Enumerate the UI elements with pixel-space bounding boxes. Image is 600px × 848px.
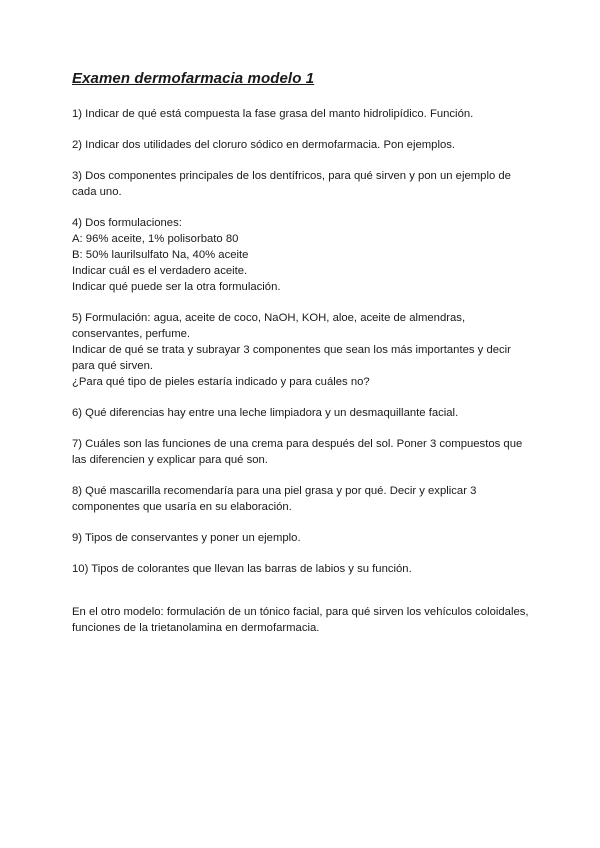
question-10	[72, 561, 532, 577]
question-line: 2) Indicar dos utilidades del cloruro sódico en dermofarmacia. Pon ejemplos.	[72, 139, 456, 151]
question-9	[72, 530, 532, 546]
question-line: Indicar qué puede ser la otra formulación.	[72, 281, 281, 293]
document-title: Examen dermofarmacia modelo 1	[72, 70, 315, 87]
question-line: las diferencien y explicar para qué son.	[72, 454, 268, 466]
question-line: 3) Dos componentes principales de los dentífricos, para qué sirven y pon un ejemplo de	[72, 170, 511, 182]
question-line: cada uno.	[72, 186, 122, 198]
question-line: 10) Tipos de colorantes que llevan las barras de labios y su función.	[72, 563, 412, 575]
note-line: funciones de la trietanolamina en dermofarmacia.	[72, 622, 320, 634]
question-line: 8) Qué mascarilla recomendaría para una piel grasa y por qué. Decir y explicar 3	[72, 485, 477, 497]
question-line: 9) Tipos de conservantes y poner un ejemplo.	[72, 532, 301, 544]
question-6	[72, 405, 532, 421]
question-line: Indicar de qué se trata y subrayar 3 componentes que sean los más importantes y decir	[72, 344, 511, 356]
question-5	[72, 310, 532, 390]
other-model-note	[72, 604, 532, 636]
question-2	[72, 137, 532, 153]
question-4	[72, 215, 532, 295]
question-3	[72, 168, 532, 200]
document-body	[72, 106, 532, 651]
question-line: 6) Qué diferencias hay entre una leche limpiadora y un desmaquillante facial.	[72, 407, 459, 419]
note-line: En el otro modelo: formulación de un tónico facial, para qué sirven los vehículos coloidales,	[72, 606, 529, 618]
question-line: 5) Formulación: agua, aceite de coco, NaOH, KOH, aloe, aceite de almendras,	[72, 312, 466, 324]
question-line: 4) Dos formulaciones:	[72, 217, 182, 229]
question-line: Indicar cuál es el verdadero aceite.	[72, 265, 248, 277]
question-7	[72, 436, 532, 468]
question-line: 1) Indicar de qué está compuesta la fase grasa del manto hidrolipídico. Función.	[72, 108, 474, 120]
question-8	[72, 483, 532, 515]
question-line: B: 50% laurilsulfato Na, 40% aceite	[72, 249, 249, 261]
question-1	[72, 106, 532, 122]
question-line: 7) Cuáles son las funciones de una crema para después del sol. Poner 3 compuestos que	[72, 438, 523, 450]
question-line: A: 96% aceite, 1% polisorbato 80	[72, 233, 239, 245]
question-line: conservantes, perfume.	[72, 328, 191, 340]
question-line: para qué sirven.	[72, 360, 154, 372]
question-line: ¿Para qué tipo de pieles estaría indicado y para cuáles no?	[72, 376, 370, 388]
question-line: componentes que usaría en su elaboración.	[72, 501, 292, 513]
